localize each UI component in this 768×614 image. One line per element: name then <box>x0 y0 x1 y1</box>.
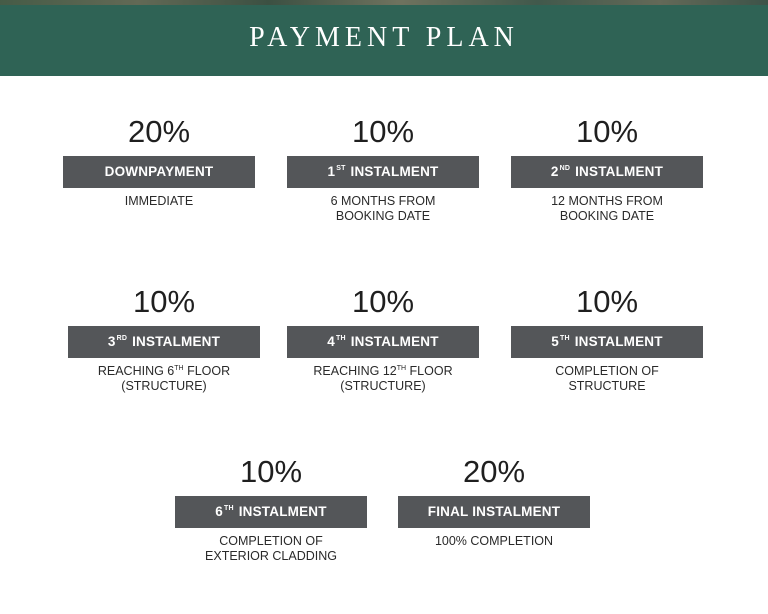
percent-value: 10% <box>239 454 303 489</box>
payment-item-4th-instalment <box>287 282 479 394</box>
percent-value: 20% <box>462 454 526 489</box>
payment-item-1st-instalment <box>287 112 479 224</box>
percent-value: 20% <box>127 114 191 149</box>
percent-value: 10% <box>351 284 415 319</box>
instalment-description: IMMEDIATE <box>124 194 194 208</box>
instalment-description: COMPLETION OF STRUCTURE <box>555 364 659 393</box>
payment-item-3rd-instalment <box>68 282 260 394</box>
instalment-description: 6 MONTHS FROM BOOKING DATE <box>330 194 436 223</box>
instalment-label: 4TH INSTALMENT <box>287 326 479 358</box>
instalment-label: 2ND INSTALMENT <box>511 156 703 188</box>
instalment-description: 12 MONTHS FROM BOOKING DATE <box>551 194 663 223</box>
payment-item-final-instalment <box>398 452 590 549</box>
percent-value: 10% <box>132 284 196 319</box>
instalment-label: DOWNPAYMENT <box>63 156 255 188</box>
instalment-description: REACHING 6TH FLOOR (STRUCTURE) <box>97 364 231 393</box>
instalment-label: 1ST INSTALMENT <box>287 156 479 188</box>
payment-item-6th-instalment <box>175 452 367 564</box>
payment-item-downpayment <box>63 112 255 209</box>
instalment-description: REACHING 12TH FLOOR (STRUCTURE) <box>313 364 453 393</box>
payment-item-2nd-instalment <box>511 112 703 224</box>
instalment-description: COMPLETION OF EXTERIOR CLADDING <box>205 534 337 563</box>
instalment-label: FINAL INSTALMENT <box>398 496 590 528</box>
instalment-label: 5TH INSTALMENT <box>511 326 703 358</box>
page-title: PAYMENT PLAN <box>249 22 519 53</box>
instalment-label: 6TH INSTALMENT <box>175 496 367 528</box>
percent-value: 10% <box>351 114 415 149</box>
instalment-description: 100% COMPLETION <box>434 534 554 548</box>
payment-item-5th-instalment <box>511 282 703 394</box>
percent-value: 10% <box>575 284 639 319</box>
header-photo-strip <box>0 0 768 5</box>
instalment-label: 3RD INSTALMENT <box>68 326 260 358</box>
header-banner <box>0 0 768 76</box>
percent-value: 10% <box>575 114 639 149</box>
